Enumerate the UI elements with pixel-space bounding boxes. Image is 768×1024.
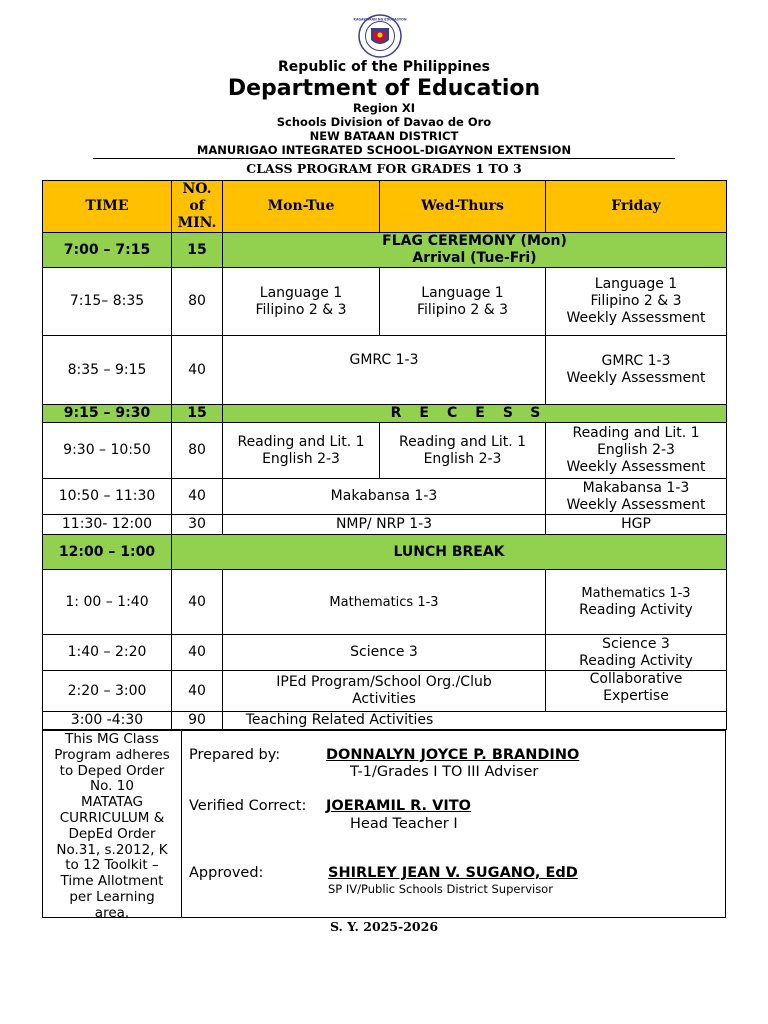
activity-line: GMRC 1-3: [601, 353, 671, 369]
time-cell: 1: 00 – 1:40: [43, 570, 172, 635]
time-cell: 3:00 -4:30: [43, 712, 172, 730]
teaching-label: Teaching Related Activities: [245, 712, 434, 728]
mon-thurs-cell: GMRC 1-3: [223, 336, 546, 405]
time-cell: 7:15– 8:35: [43, 268, 172, 336]
mon-thurs-cell: [223, 671, 546, 712]
minutes-cell: 80: [172, 423, 223, 479]
lunch-cell: LUNCH BREAK: [172, 535, 727, 570]
activity-line: IPEd Program/School Org./Club: [276, 674, 492, 690]
friday-cell: [546, 268, 727, 336]
activity-line: Mathematics 1-3: [581, 586, 691, 601]
activity-line: Weekly Assessment: [566, 459, 706, 475]
friday-cell: [546, 671, 727, 712]
deped-seal-icon: [353, 14, 407, 58]
minutes-cell: 40: [172, 671, 223, 712]
table-row: [43, 336, 727, 405]
approved-name: SHIRLEY JEAN V. SUGANO, EdD: [328, 865, 578, 881]
activity-line: English 2-3: [423, 450, 502, 467]
recess-label: RECESS: [390, 405, 559, 421]
note-line: No.31, s.2012, K: [56, 841, 168, 858]
table-row: [43, 405, 727, 423]
note-line: to 12 Toolkit –: [65, 857, 159, 874]
activity-line: Weekly Assessment: [566, 496, 706, 513]
recess-cell: [223, 405, 727, 423]
verified-title: Head Teacher I: [350, 816, 458, 832]
friday-cell: [546, 336, 727, 405]
class-program-table: [42, 180, 727, 730]
table-row: [43, 233, 727, 268]
department-title: Department of Education: [227, 76, 541, 101]
activity-line: Activities: [352, 691, 416, 707]
prepared-title: T-1/Grades I TO III Adviser: [350, 764, 539, 780]
prepared-name: DONNALYN JOYCE P. BRANDINO: [326, 747, 580, 763]
activity-line: Language 1: [594, 276, 678, 292]
program-title: CLASS PROGRAM FOR GRADES 1 TO 3: [246, 161, 522, 176]
verified-label: Verified Correct:: [189, 798, 307, 814]
school-heading: MANURIGAO INTEGRATED SCHOOL-DIGAYNON EXTENSION: [196, 143, 572, 157]
table-header-row: [43, 181, 727, 233]
minutes-cell: 80: [172, 268, 223, 336]
note-line: Program adheres: [54, 746, 170, 763]
teaching-cell: [223, 712, 727, 730]
table-row: [43, 635, 727, 671]
division-heading: Schools Division of Davao de Oro: [276, 115, 492, 129]
activity-line: Language 1: [421, 284, 504, 301]
mon-tue-cell: [223, 268, 380, 336]
time-cell: 9:30 – 10:50: [43, 423, 172, 479]
table-row: [43, 268, 727, 336]
minutes-cell: 40: [172, 570, 223, 635]
mon-thurs-cell: NMP/ NRP 1-3: [223, 515, 546, 535]
district-heading: NEW BATAAN DISTRICT: [309, 129, 459, 143]
time-cell: 2:20 – 3:00: [43, 671, 172, 712]
mon-thurs-cell: Makabansa 1-3: [223, 479, 546, 515]
column-header-time: TIME: [43, 181, 172, 233]
table-row: [43, 423, 727, 479]
time-cell: 9:15 – 9:30: [43, 405, 172, 423]
minutes-cell: 40: [172, 336, 223, 405]
school-year: S. Y. 2025-2026: [329, 919, 439, 934]
note-line: area.: [94, 904, 130, 921]
time-cell: 12:00 – 1:00: [43, 535, 172, 570]
minutes-cell: 30: [172, 515, 223, 535]
activity-line: Reading and Lit. 1: [572, 425, 700, 441]
time-cell: 7:00 – 7:15: [43, 233, 172, 268]
time-cell: 1:40 – 2:20: [43, 635, 172, 671]
time-cell: 11:30- 12:00: [43, 515, 172, 535]
activity-line: Science 3: [602, 635, 670, 652]
activity-line: Filipino 2 & 3: [590, 293, 682, 309]
table-row: [43, 515, 727, 535]
region-heading: Region XI: [352, 101, 416, 115]
minutes-cell: 40: [172, 635, 223, 671]
friday-cell: [546, 635, 727, 671]
minutes-cell: 40: [172, 479, 223, 515]
approved-title: SP IV/Public Schools District Supervisor: [328, 882, 553, 896]
mon-thurs-cell: Mathematics 1-3: [223, 570, 546, 635]
friday-cell: [546, 423, 727, 479]
activity-line: Collaborative: [589, 671, 683, 687]
header-divider: [93, 158, 675, 159]
note-line: to Deped Order: [59, 762, 165, 779]
note-line: per Learning: [69, 888, 155, 905]
table-row: [43, 479, 727, 515]
minutes-cell: 15: [172, 405, 223, 423]
activity-line: English 2-3: [597, 442, 675, 458]
table-row: [43, 671, 727, 712]
friday-cell: [546, 479, 727, 515]
activity-line: Reading and Lit. 1: [398, 433, 527, 450]
activity-line: FLAG CEREMONY (Mon): [382, 233, 567, 249]
note-line: This MG Class: [65, 731, 159, 747]
activity-line: Filipino 2 & 3: [255, 301, 347, 318]
activity-line: Expertise: [603, 688, 669, 704]
activity-line: Weekly Assessment: [566, 310, 706, 326]
approved-label: Approved:: [189, 865, 264, 881]
activity-cell: [223, 233, 727, 268]
table-row: [43, 535, 727, 570]
approval-section: [42, 730, 726, 921]
column-header-friday: Friday: [546, 181, 727, 233]
mon-thurs-cell: Science 3: [223, 635, 546, 671]
note-line: CURRICULUM &: [59, 809, 165, 826]
curriculum-note: [43, 731, 182, 921]
wed-thurs-cell: [380, 268, 546, 336]
activity-line: Filipino 2 & 3: [417, 301, 508, 318]
activity-line: Language 1: [259, 284, 343, 301]
activity-line: English 2-3: [262, 450, 340, 467]
prepared-label: Prepared by:: [189, 747, 281, 763]
note-line: Time Allotment: [60, 873, 164, 890]
note-line: DepEd Order: [68, 825, 156, 842]
verified-name: JOERAMIL R. VITO: [326, 798, 471, 814]
column-header-minutes: NO. of MIN.: [172, 181, 223, 233]
country-heading: Republic of the Philippines: [278, 59, 490, 75]
column-header-mon-tue: Mon-Tue: [223, 181, 380, 233]
minutes-cell: 15: [172, 233, 223, 268]
minutes-cell: 90: [172, 712, 223, 730]
friday-cell: HGP: [546, 515, 727, 535]
svg-text:KAGAWARAN NG EDUKASYON: KAGAWARAN NG EDUKASYON: [353, 17, 407, 22]
friday-cell: [546, 570, 727, 635]
column-header-wed-thurs: Wed-Thurs: [380, 181, 546, 233]
time-cell: 8:35 – 9:15: [43, 336, 172, 405]
table-row: [43, 712, 727, 730]
wed-thurs-cell: [380, 423, 546, 479]
activity-line: Weekly Assessment: [566, 370, 706, 386]
activity-line: Makabansa 1-3: [582, 479, 690, 496]
note-line: No. 10: [90, 778, 134, 795]
activity-line: Reading and Lit. 1: [237, 433, 365, 450]
activity-line: Arrival (Tue-Fri): [412, 250, 537, 266]
mon-tue-cell: [223, 423, 380, 479]
activity-line: Reading Activity: [579, 652, 693, 669]
time-cell: 10:50 – 11:30: [43, 479, 172, 515]
note-line: MATATAG: [81, 794, 143, 811]
activity-line: Reading Activity: [579, 602, 693, 618]
table-row: [43, 570, 727, 635]
